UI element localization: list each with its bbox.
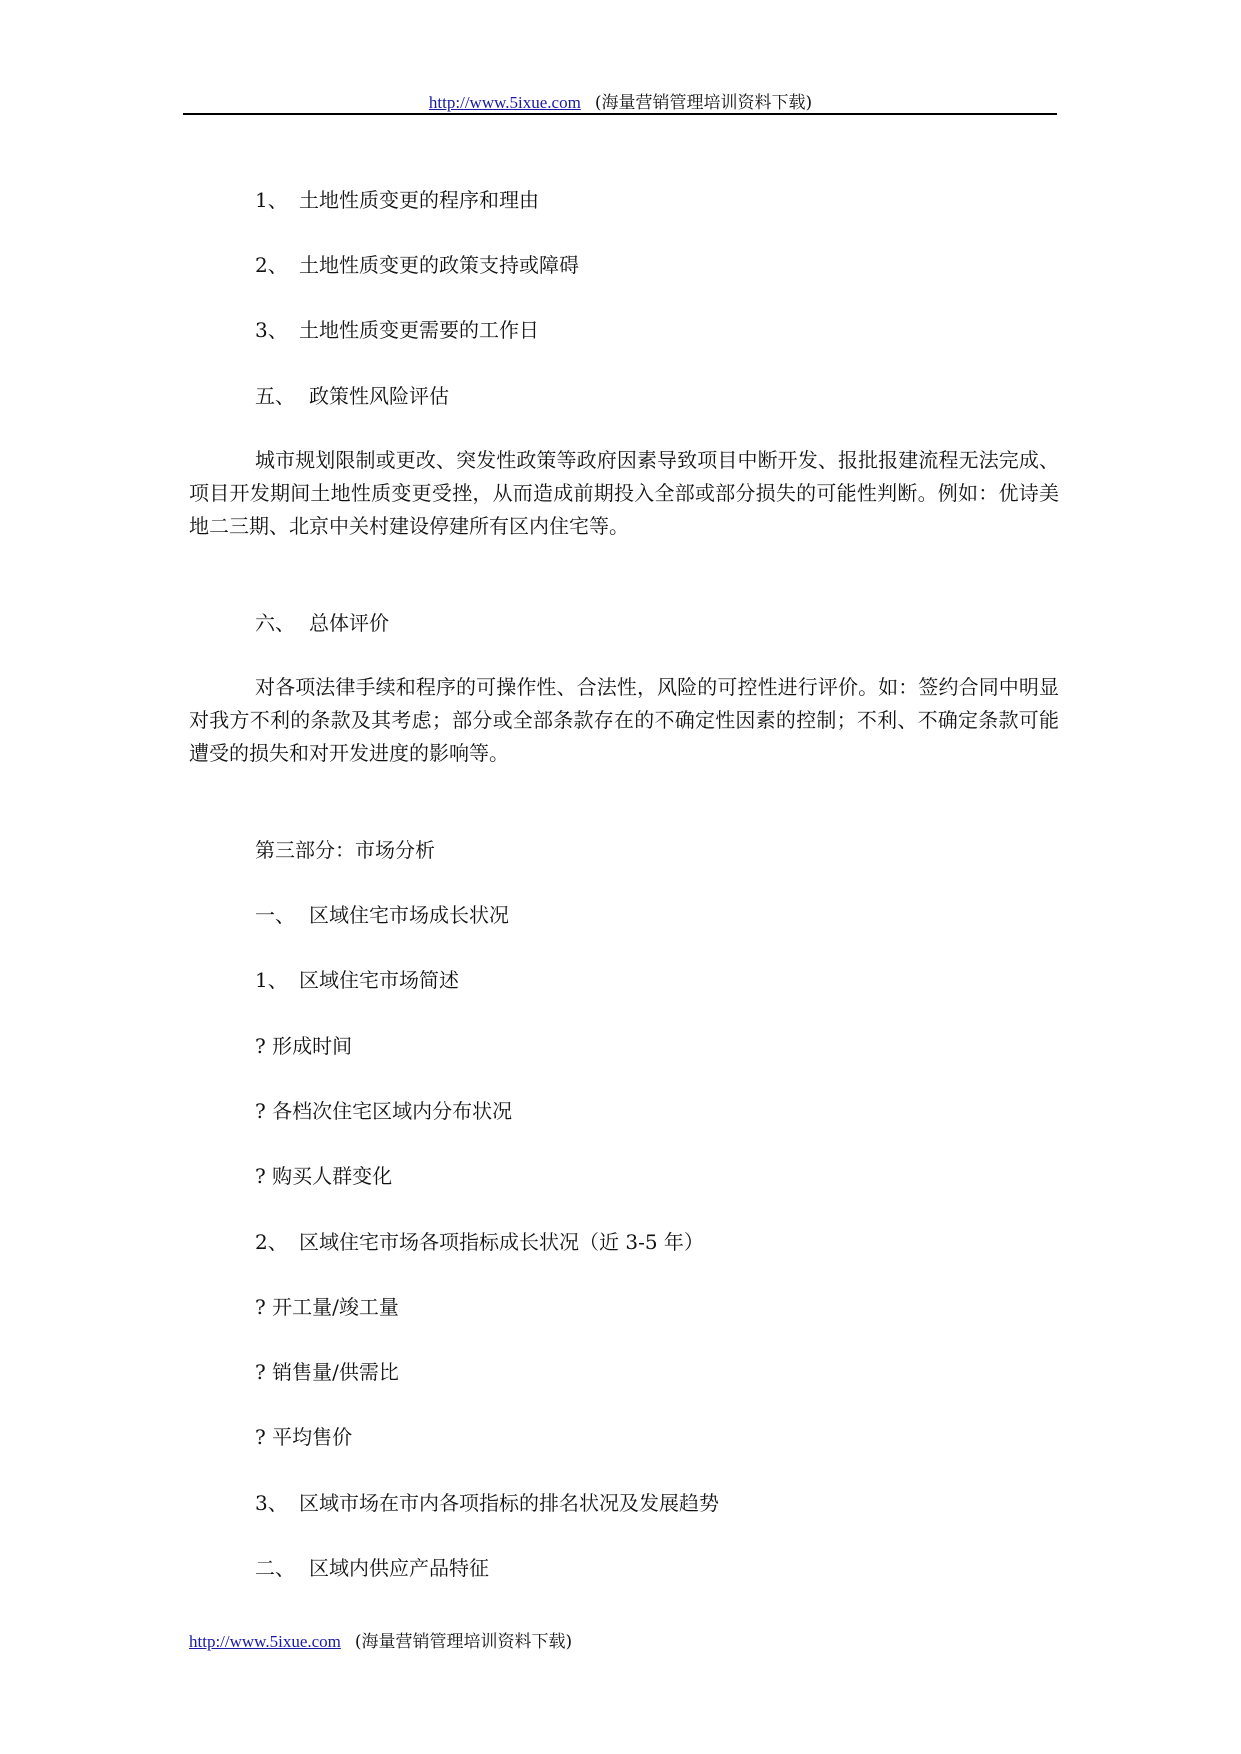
section-heading (255, 905, 509, 925)
section-heading (255, 613, 389, 633)
item-number: 1、 (255, 968, 288, 992)
section-heading (255, 1558, 489, 1578)
bullet-item: ? 平均售价 (255, 1425, 353, 1449)
list-item (255, 1232, 704, 1252)
section-number: 二、 (255, 1556, 295, 1580)
section-title: 政策性风险评估 (309, 384, 449, 408)
bullet-item: ? 开工量/竣工量 (255, 1295, 399, 1319)
bullet-item: ? 各档次住宅区域内分布状况 (255, 1099, 513, 1123)
list-item (255, 970, 459, 990)
bullet-item: ? 销售量/供需比 (255, 1360, 399, 1384)
page-footer (189, 1627, 572, 1652)
item-number: 3、 (255, 318, 288, 342)
paragraph-policy-risk: 城市规划限制或更改、突发性政策等政府因素导致项目中断开发、报批报建流程无法完成、项目开发期间土地性质变更受挫，从而造成前期投入全部或部分损失的可能性判断。例如：优诗美地二三期、北京中关村建设停建所有区内住宅等。 (189, 448, 1059, 538)
item-text: 区域住宅市场各项指标成长状况（近 3-5 年） (299, 1230, 704, 1254)
footer-note: (海量营销管理培训资料下载) (354, 1632, 573, 1652)
header-note: (海量营销管理培训资料下载) (594, 93, 813, 113)
list-item (255, 1493, 719, 1513)
item-text: 区域市场在市内各项指标的排名状况及发展趋势 (299, 1491, 719, 1515)
item-text: 土地性质变更需要的工作日 (299, 318, 539, 342)
section-number: 一、 (255, 903, 295, 927)
item-number: 2、 (255, 253, 288, 277)
part-heading: 第三部分：市场分析 (255, 838, 435, 862)
item-text: 土地性质变更的政策支持或障碍 (299, 253, 579, 277)
footer-link[interactable]: http://www.5ixue.com (189, 1632, 341, 1651)
header-link[interactable]: http://www.5ixue.com (428, 93, 581, 112)
section-heading (255, 386, 449, 406)
list-item (255, 190, 539, 210)
header-rule (183, 113, 1057, 115)
item-number: 1、 (255, 188, 288, 212)
list-item (255, 255, 579, 275)
item-text: 区域住宅市场简述 (299, 968, 459, 992)
bullet-item: ? 形成时间 (255, 1034, 353, 1058)
list-item (255, 320, 539, 340)
page-header (0, 88, 1241, 113)
section-title: 区域内供应产品特征 (309, 1556, 489, 1580)
section-number: 六、 (255, 611, 295, 635)
item-number: 3、 (255, 1491, 288, 1515)
item-text: 土地性质变更的程序和理由 (299, 188, 539, 212)
paragraph-overall-evaluation: 对各项法律手续和程序的可操作性、合法性，风险的可控性进行评价。如：签约合同中明显对我方不利的条款及其考虑；部分或全部条款存在的不确定性因素的控制；不利、不确定条款可能遭受的损失和对开发进度的影响等。 (189, 675, 1059, 765)
section-title: 总体评价 (309, 611, 389, 635)
section-number: 五、 (255, 384, 295, 408)
bullet-item: ? 购买人群变化 (255, 1164, 393, 1188)
section-title: 区域住宅市场成长状况 (309, 903, 509, 927)
item-number: 2、 (255, 1230, 288, 1254)
